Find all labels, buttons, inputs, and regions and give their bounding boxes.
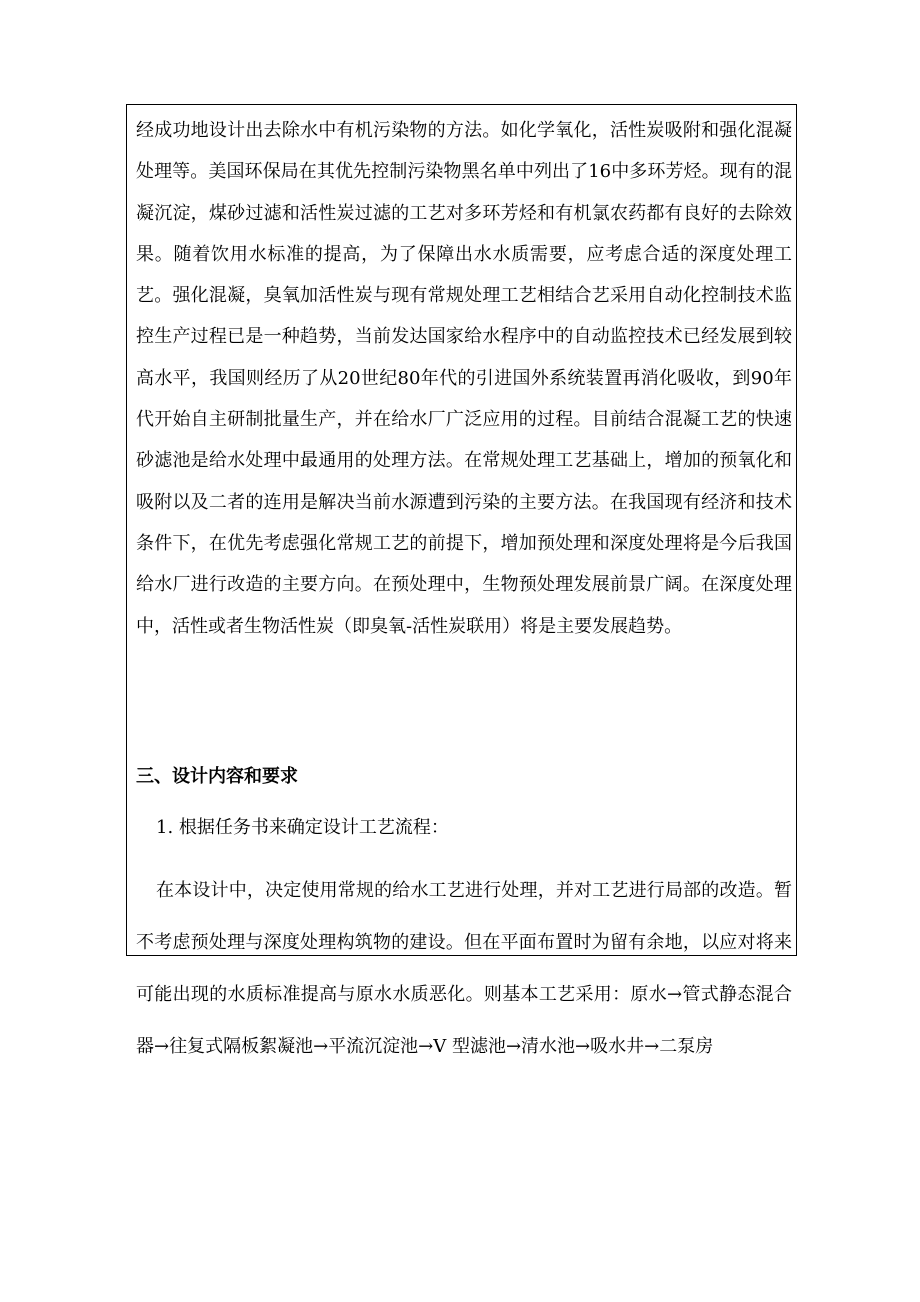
intro-paragraph: 经成功地设计出去除水中有机污染物的方法。如化学氧化，活性炭吸附和强化混凝处理等。美国环保局在其优先控制污染物黑名单中列出了16中多环芳烃。现有的混凝沉淀，煤砂过滤和活性炭过滤的工艺对多环芳烃和有机氯农药都有良好的去除效果。随着饮用水标准的提高，为了保障出水水质需要，应考虑合适的深度处理工艺。强化混凝，臭氧加活性炭与现有常规处理工艺相结合艺采用自动化控制技术监控生产过程已是一种趋势，当前发达国家给水程序中的自动监控技术已经发展到较高水平，我国则经历了从20世纪80年代的引进国外系统装置再消化吸收，到90年代开始自主研制批量生产，并在给水厂广泛应用的过程。目前结合混凝工艺的快速砂滤池是给水处理中最通用的处理方法。在常规处理工艺基础上，增加的预氧化和吸附以及二者的连用是解决当前水源遭到污染的主要方法。在我国现有经济和技术条件下，在优先考虑强化常规工艺的前提下，增加预处理和深度处理将是今后我国给水厂进行改造的主要方向。在预处理中，生物预处理发展前景广阔。在深度处理中，活性或者生物活性炭（即臭氧-活性炭联用）将是主要发展趋势。 [136, 120, 792, 637]
design-paragraph: 在本设计中，决定使用常规的给水工艺进行处理，并对工艺进行局部的改造。暂不考虑预处理与深度处理构筑物的建设。但在平面布置时为留有余地，以应对将来可能出现的水质标准提高与原水水质恶化。则基本工艺采用：原水→管式静态混合器→往复式隔板絮凝池→平流沉淀池→V 型滤池→清水池→吸水井→二泵房 [136, 880, 792, 1057]
section-heading: 三、设计内容和要求 [136, 766, 298, 787]
document-content [136, 110, 792, 1057]
list-item-1: 1. 根据任务书来确定设计工艺流程： [156, 817, 449, 838]
